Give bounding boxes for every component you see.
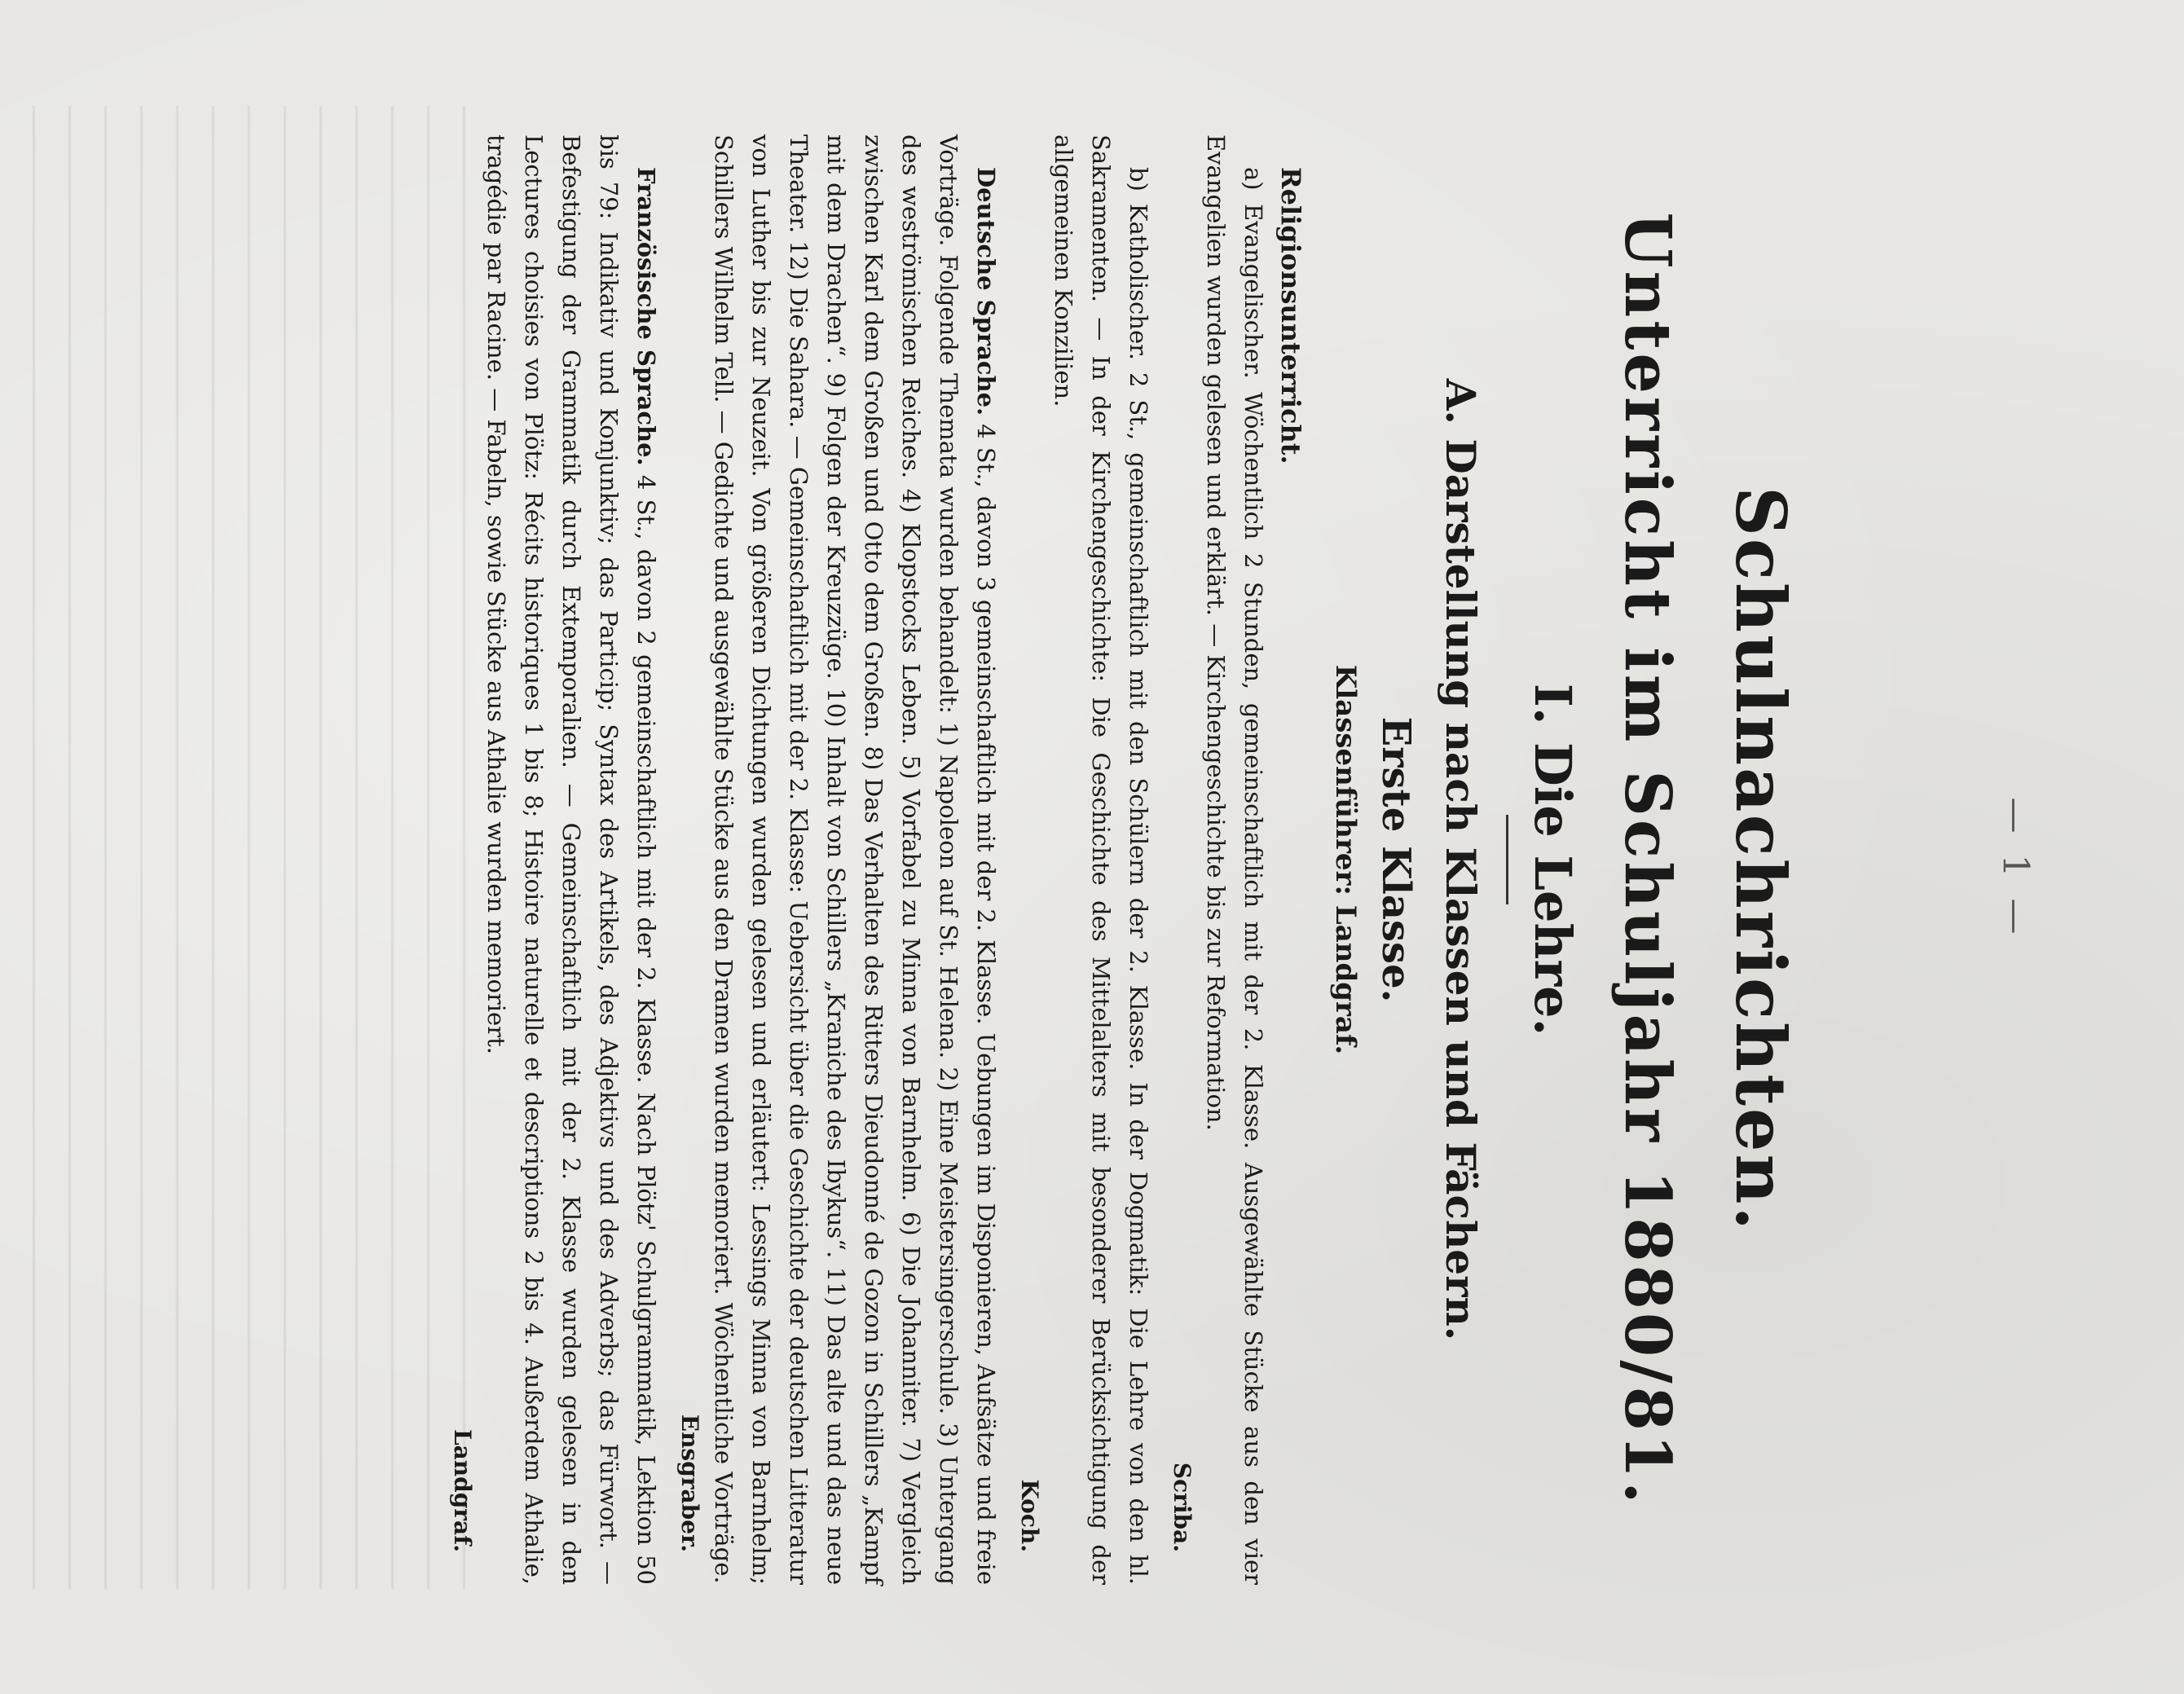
- section-heading: I. Die Lehre.: [1523, 683, 1583, 1036]
- religion-catholic-paragraph: b) Katholischer. 2 St., gemeinschaftlich mit den Schülern der 2. Klasse. In der Dogmatik: Die Lehre von den hl. Sakramenten. — In der Kirchengeschichte: Die Geschichte des Mittelalters mit besonderer Berücksichtigung der allgemeinen Konzilien.: [1050, 134, 1152, 1585]
- french-paragraph: [478, 134, 665, 1585]
- subheading: A. Darstellung nach Klassen und Fächern.: [1437, 378, 1485, 1341]
- divider-rule: [1506, 815, 1508, 904]
- french-title: Französische Sprache.: [632, 167, 660, 466]
- religion-evangelical-paragraph: a) Evangelischer. Wöchentlich 2 Stunden, gemeinschaftlich mit der 2. Klasse. Ausgewählte Stücke aus den vier Evangelien wurden gelesen und erklärt. — Kirchengeschichte bis zur Reformation.: [1202, 134, 1267, 1585]
- german-signature: Ensgraber.: [676, 1414, 703, 1552]
- year-heading: Unterricht im Schuljahr 1880/81.: [1610, 212, 1684, 1507]
- page-content: [438, 134, 1801, 1585]
- german-title: Deutsche Sprache.: [972, 167, 1000, 416]
- document-title: Schulnachrichten.: [1720, 486, 1801, 1233]
- french-text: 4 St., davon 2 gemeinschaftlich mit der 2. Klasse. Nach Plötz' Schulgrammatik, Lektion 50 bis 79: Indikativ und Konjunktiv; das Particip; Syntax des Artikels, des Adjektivs und des Adverbs; das Fürwort. — Befestigung der Grammatik durch Extemporalien. — Gemeinschaftlich mit der 2. Klasse wurden gelesen in den Lectures choisies von Plötz: Récits historiques 1 bis 8; Histoire naturelle et descriptions 2 bis 4. Außerdem Athalie, tragédie par Racine. — Fabeln, sowie Stücke aus Athalie wurden memoriert.: [482, 134, 660, 1585]
- class-teacher: Klassenführer: Landgraf.: [1329, 664, 1362, 1055]
- page-number-mark: — 1 —: [1994, 797, 2036, 939]
- german-text: 4 St., davon 3 gemeinschaftlich mit der 2. Klasse. Uebungen im Disponieren, Aufsätze und freie Vorträge. Folgende Themata wurden behandelt: 1) Napoleon auf St. Helena. 2) Eine Meistersingerschule. 3) Untergang des weströmischen Reiches. 4) Klopstocks Leben. 5) Vorfabel zu Minna von Barnhelm. 6) Die Johanniter. 7) Vergleich zwischen Karl dem Großen und Otto dem Großen. 8) Das Verhalten des Ritters Dieudonné de Gozon in Schillers „Kampf mit dem Drachen“. 9) Folgen der Kreuzzüge. 10) Inhalt von Schillers „Kraniche des Ibykus“. 11) Das alte und das neue Theater. 12) Die Sahara. — Gemeinschaftlich mit der 2. Klasse: Uebersicht über die Geschichte der deutschen Litteratur von Luther bis zur Neuzeit. Von größeren Dichtungen wurden gelesen und erläutert: Lessings Minna von Barnhelm; Schillers Wilhelm Tell. — Gedichte und ausgewählte Stücke aus den Dramen wurden memoriert. Wöchentliche Vorträge.: [710, 134, 1000, 1585]
- rotated-page: [269, 86, 1801, 1617]
- french-signature: Landgraf.: [449, 1428, 476, 1552]
- religion-heading: Religionsunterricht.: [1275, 167, 1306, 464]
- religion-evangelical-signature: Scriba.: [1169, 1462, 1195, 1552]
- religion-catholic-signature: Koch.: [1016, 1479, 1043, 1552]
- german-paragraph: [705, 134, 1005, 1585]
- class-heading: Erste Klasse.: [1373, 716, 1419, 1003]
